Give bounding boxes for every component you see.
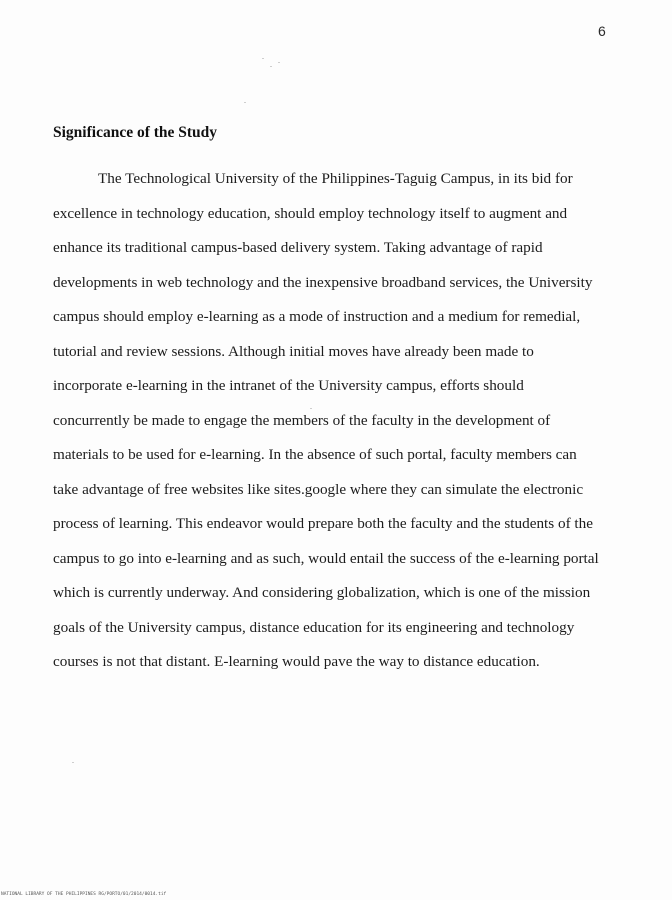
body-paragraph: [53, 162, 623, 680]
paragraph-line: enhance its traditional campus-based delivery system. Taking advantage of rapid: [53, 239, 543, 256]
paragraph-line: developments in web technology and the inexpensive broadband services, the University: [53, 273, 593, 291]
scan-speck: [310, 408, 312, 409]
paragraph-line: tutorial and review sessions. Although initial moves have already been made to: [53, 342, 534, 360]
paragraph-line: take advantage of free websites like sites.google where they can simulate the electronic: [53, 480, 584, 498]
paragraph-line: campus should employ e-learning as a mode of instruction and a medium for remedial,: [53, 308, 581, 325]
paragraph-line: campus to go into e-learning and as such, would entail the success of the e-learning portal: [53, 549, 599, 567]
paragraph-line: process of learning. This endeavor would prepare both the faculty and the students of the: [53, 515, 593, 532]
paragraph-line: excellence in technology education, should employ technology itself to augment and: [53, 204, 568, 222]
paragraph-line: which is currently underway. And considering globalization, which is one of the mission: [53, 584, 591, 601]
paragraph-line: courses is not that distant. E-learning would pave the way to distance education.: [53, 653, 540, 670]
scan-speck: [244, 102, 246, 103]
paragraph-line: concurrently be made to engage the members of the faculty in the development of: [53, 411, 551, 429]
paragraph-line: incorporate e-learning in the intranet of the University campus, efforts should: [53, 377, 524, 394]
section-heading: Significance of the Study: [53, 124, 218, 141]
scan-speck: [270, 66, 272, 67]
page-number: 6: [598, 23, 606, 39]
paragraph-line: materials to be used for e-learning. In the absence of such portal, faculty members can: [53, 446, 577, 463]
paragraph-line: The Technological University of the Philippines-Taguig Campus, in its bid for: [98, 170, 573, 187]
scan-speck: [72, 762, 74, 763]
scan-footer-stamp: NATIONAL LIBRARY OF THE PHILIPPINES RG/PORTO/01/2014/0014.tif: [1, 892, 167, 897]
paragraph-line: goals of the University campus, distance education for its engineering and technology: [53, 618, 575, 636]
scan-speck: [262, 58, 264, 59]
scan-speck: [278, 62, 280, 63]
